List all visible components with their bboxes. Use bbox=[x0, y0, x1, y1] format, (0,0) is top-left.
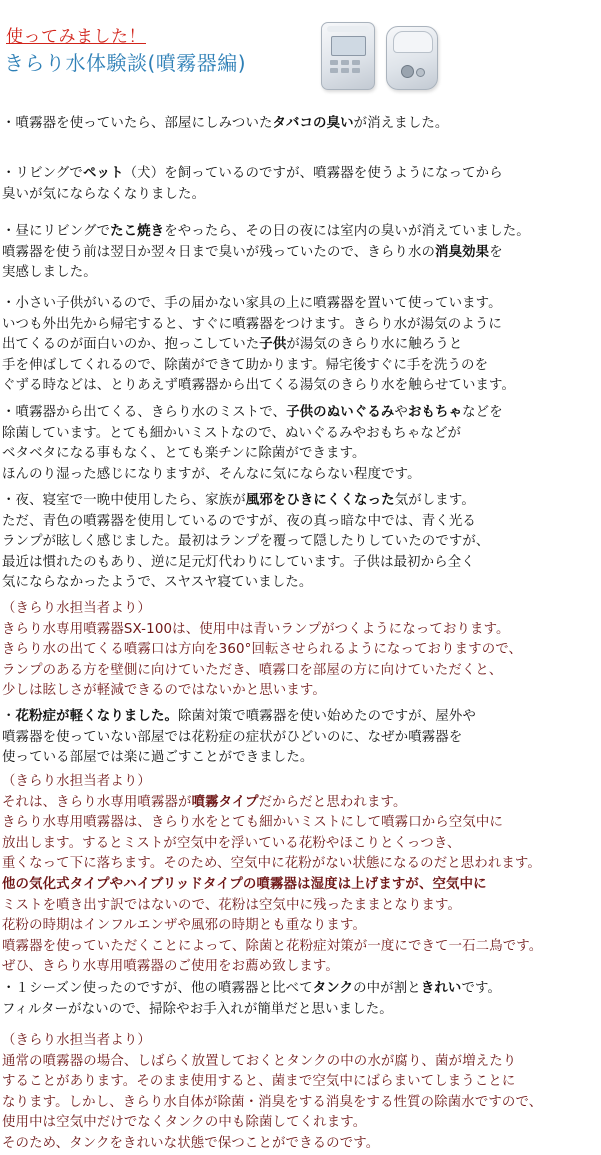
text-segment: です。 bbox=[461, 981, 502, 996]
text-line bbox=[2, 854, 599, 875]
text-segment: ・１シーズン使ったのですが、他の噴霧器と比べて bbox=[2, 981, 313, 996]
text-line bbox=[2, 916, 599, 937]
text-segment: ・小さい子供がいるので、手の届かない家具の上に噴霧器を置いて使っています。 bbox=[2, 296, 502, 311]
text-segment: ・昼にリビングで bbox=[2, 224, 111, 239]
text-segment: 気にならなかったようで、スヤスヤ寝ていました。 bbox=[2, 575, 313, 591]
emphasis-text: 噴霧タイプ bbox=[191, 794, 259, 810]
text-line bbox=[2, 957, 599, 978]
text-segment: 除菌しています。とても細かいミストなので、ぬいぐるみやおもちゃなどが bbox=[2, 425, 462, 441]
text-segment: ミストを噴き出す訳ではないので、花粉は空気中に残ったままとなります。 bbox=[2, 897, 462, 913]
text-line bbox=[2, 114, 599, 135]
text-line bbox=[2, 681, 599, 702]
text-line bbox=[2, 772, 599, 793]
text-segment: それは、きらり水専用噴霧器が bbox=[2, 794, 192, 810]
text-segment: の中が割と bbox=[353, 981, 421, 996]
text-line bbox=[2, 465, 599, 486]
testimonial-pollen bbox=[2, 707, 599, 769]
text-segment: ぐずる時などは、とりあえず噴霧器から出てくる湯気のきらり水を触らせています。 bbox=[2, 378, 516, 394]
text-segment: きらり水専用噴霧器は、きらり水をとても細かいミストにして噴霧口から空気中に bbox=[2, 815, 504, 831]
humidifier-image-2 bbox=[386, 26, 438, 90]
text-line bbox=[2, 424, 599, 445]
emphasis-text: タバコの臭い bbox=[272, 116, 354, 131]
testimonial-cold bbox=[2, 491, 599, 594]
text-line bbox=[2, 222, 599, 243]
text-line bbox=[2, 896, 599, 917]
staff-reply-lamp bbox=[2, 599, 599, 702]
text-line bbox=[2, 376, 599, 397]
text-segment: 通常の噴霧器の場合、しばらく放置しておくとタンクの中の水が腐り、菌が増えたり bbox=[2, 1053, 517, 1069]
text-segment: ランプが眩しく感じました。最初はランプを覆って隠したりしていたのですが、 bbox=[2, 534, 490, 550]
text-line bbox=[2, 979, 599, 1000]
page-title: きらり水体験談(噴霧器編) bbox=[4, 51, 247, 75]
text-line bbox=[2, 813, 599, 834]
text-line bbox=[2, 793, 599, 814]
text-line bbox=[2, 661, 599, 682]
testimonial-takoyaki bbox=[2, 222, 599, 284]
page-header bbox=[0, 0, 601, 105]
text-segment: なります。しかし、きらり水自体が除菌・消臭をする消臭をする性質の除菌水ですので、 bbox=[2, 1094, 543, 1110]
text-segment: 使っている部屋では楽に過ごすことができました。 bbox=[2, 750, 314, 766]
testimonial-child bbox=[2, 294, 599, 397]
emphasis-text: たこ焼き bbox=[110, 224, 165, 239]
text-segment: ・夜、寝室で一晩中使用したら、家族が bbox=[2, 493, 246, 508]
emphasis-text: タンク bbox=[312, 981, 354, 996]
text-line bbox=[2, 875, 599, 896]
text-line bbox=[2, 620, 599, 641]
text-segment: いつも外出先から帰宅すると、すぐに噴霧器をつけます。きらり水が湯気のように bbox=[2, 316, 502, 332]
text-line bbox=[2, 573, 599, 594]
text-segment: が湯気のきらり水に触ろうと bbox=[286, 337, 463, 353]
text-segment: 臭いが気にならなくなりました。 bbox=[2, 186, 206, 202]
text-segment: ・噴霧器から出てくる、きらり水のミストで、 bbox=[2, 405, 287, 420]
staff-reply-pollen bbox=[2, 772, 599, 978]
text-segment: 出てくるのが面白いのか、抱っこしていた bbox=[2, 337, 260, 353]
header-tag: 使ってみました！ bbox=[6, 27, 146, 47]
text-line bbox=[2, 491, 599, 512]
text-line bbox=[2, 937, 599, 958]
text-segment: 噴霧器を使っていただくことによって、除菌と花粉症対策が一度にできて一石二鳥です。 bbox=[2, 938, 543, 954]
text-segment: （きらり水担当者より） bbox=[2, 601, 151, 616]
text-segment: ベタベタになる事もなく、とても楽チンに除菌ができます。 bbox=[2, 446, 366, 462]
text-segment: することがあります。そのまま使用すると、菌まで空気中にばらまいてしまうことに bbox=[2, 1074, 516, 1090]
text-segment: 噴霧器を使う前は翌日か翌々日まで臭いが残っていたので、きらり水の bbox=[2, 244, 436, 260]
text-segment: そのため、タンクをきれいな状態で保つことができるのです。 bbox=[2, 1135, 380, 1151]
text-line bbox=[2, 1072, 599, 1093]
text-segment: 噴霧器を使っていない部屋では花粉症の症状がひどいのに、なぜか噴霧器を bbox=[2, 729, 463, 745]
text-segment: きらり水の出てくる噴霧口は方向を360°回転させられるようになっておりますので、 bbox=[2, 642, 523, 658]
text-segment: だからだと思われます。 bbox=[258, 794, 407, 810]
text-line bbox=[2, 356, 599, 377]
emphasis-text: 花粉症が軽くなりました。 bbox=[15, 709, 179, 724]
text-segment: 実感しました。 bbox=[2, 265, 97, 281]
text-segment: 使用中は空気中だけでなくタンクの中も除菌してくれます。 bbox=[2, 1115, 367, 1131]
text-segment: （きらり水担当者より） bbox=[2, 1033, 151, 1048]
text-segment: ぜひ、きらり水専用噴霧器のご使用をお薦め致します。 bbox=[2, 959, 339, 975]
emphasis-text: 他の気化式タイプやハイブリッドタイプの噴霧器は湿度は上げますが、空気中に bbox=[2, 876, 487, 892]
testimonial-pet bbox=[2, 164, 599, 205]
text-line bbox=[2, 1134, 599, 1155]
text-segment: 放出します。するとミストが空気中を浮いている花粉やほこりとくっつき、 bbox=[2, 835, 461, 851]
text-line bbox=[2, 243, 599, 264]
text-segment: 最近は慣れたのもあり、逆に足元灯代わりにしています。子供は最初から全く bbox=[2, 554, 475, 570]
text-line bbox=[2, 599, 599, 620]
text-segment: ランプのある方を壁側に向けていただき、噴霧口を部屋の方に向けていただくと、 bbox=[2, 662, 503, 678]
emphasis-text: 子供 bbox=[259, 337, 287, 353]
testimonial-tank bbox=[2, 979, 599, 1020]
text-line bbox=[2, 1093, 599, 1114]
text-segment: （犬）を飼っているのですが、噴霧器を使うようになってから bbox=[123, 166, 503, 181]
emphasis-text: ペット bbox=[82, 166, 124, 181]
text-line bbox=[2, 532, 599, 553]
text-line bbox=[2, 707, 599, 728]
emphasis-text: おもちゃ bbox=[407, 405, 463, 420]
text-segment: 花粉の時期はインフルエンザや風邪の時期とも重なります。 bbox=[2, 918, 366, 934]
text-segment: 気がします。 bbox=[394, 493, 475, 508]
text-segment: 除菌対策で噴霧器を使い始めたのですが、屋外や bbox=[178, 709, 476, 724]
text-segment: ただ、青色の噴霧器を使用しているのですが、夜の真っ暗な中では、青く光る bbox=[2, 513, 476, 529]
text-segment: ほんのり湿った感じになりますが、そんなに気にならない程度です。 bbox=[2, 466, 421, 482]
text-line bbox=[2, 1031, 599, 1052]
text-segment: を bbox=[489, 244, 503, 260]
text-line bbox=[2, 640, 599, 661]
text-segment: ・噴霧器を使っていたら、部屋にしみついた bbox=[2, 116, 273, 131]
text-line bbox=[2, 728, 599, 749]
text-line bbox=[2, 834, 599, 855]
text-segment: きらり水専用噴霧器SX-100は、使用中は青いランプがつくようになっております。 bbox=[2, 621, 510, 637]
text-line bbox=[2, 335, 599, 356]
text-line bbox=[2, 1052, 599, 1073]
emphasis-text: きれい bbox=[420, 981, 462, 996]
text-line bbox=[2, 185, 599, 206]
text-line bbox=[2, 1000, 599, 1021]
testimonial-toys bbox=[2, 403, 599, 485]
text-segment: 手を伸ばしてくれるので、除菌ができて助かります。帰宅後すぐに手を洗うのを bbox=[2, 357, 489, 373]
emphasis-text: 風邪をひきにくくなった bbox=[245, 493, 395, 508]
text-segment: などを bbox=[462, 405, 503, 420]
testimonial-tobacco bbox=[2, 114, 599, 135]
text-segment: をやったら、その日の夜には室内の臭いが消えていました。 bbox=[164, 224, 530, 239]
text-segment: フィルターがないので、掃除やお手入れが簡単だと思いました。 bbox=[2, 1001, 393, 1017]
text-line bbox=[2, 315, 599, 336]
text-segment: 重くなって下に落ちます。そのため、空気中に花粉がない状態になるのだと思われます。 bbox=[2, 856, 541, 872]
text-segment: ・ bbox=[2, 709, 16, 724]
text-segment: ・リビングで bbox=[2, 166, 83, 181]
staff-reply-tank bbox=[2, 1031, 599, 1155]
emphasis-text: 子供のぬいぐるみ bbox=[286, 405, 395, 420]
text-line bbox=[2, 748, 599, 769]
text-line bbox=[2, 164, 599, 185]
text-line bbox=[2, 444, 599, 465]
text-line bbox=[2, 403, 599, 424]
text-segment: 少しは眩しさが軽減できるのではないかと思います。 bbox=[2, 683, 326, 699]
humidifier-image-1 bbox=[321, 22, 375, 90]
text-line bbox=[2, 1113, 599, 1134]
text-line bbox=[2, 553, 599, 574]
text-segment: が消えました。 bbox=[353, 116, 449, 131]
text-segment: （きらり水担当者より） bbox=[2, 774, 151, 789]
emphasis-text: 消臭効果 bbox=[435, 244, 490, 260]
text-line bbox=[2, 512, 599, 533]
text-line bbox=[2, 294, 599, 315]
text-segment: や bbox=[394, 405, 408, 420]
text-line bbox=[2, 263, 599, 284]
